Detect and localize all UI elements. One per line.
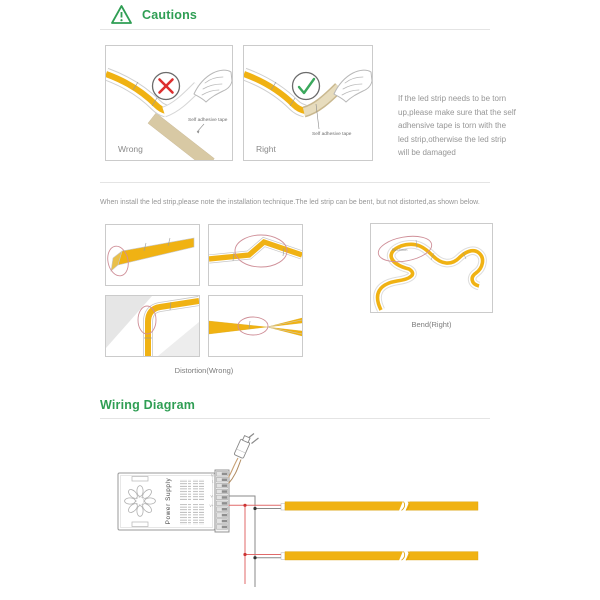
red-wire bbox=[229, 505, 246, 584]
bend-caption: Bend(Right) bbox=[411, 320, 452, 329]
dc-wires bbox=[229, 496, 285, 587]
vent-grille bbox=[193, 479, 204, 500]
note-line: led strip,otherwise the led strip bbox=[398, 134, 507, 144]
junction-dot bbox=[243, 553, 246, 556]
wrong-example-panel bbox=[105, 45, 233, 161]
wiring-diagram bbox=[100, 428, 500, 600]
distortion-twist-middle bbox=[209, 296, 302, 356]
power-supply-label: Power Supply bbox=[165, 477, 172, 525]
junction-dot bbox=[253, 556, 256, 559]
tape-label: Self adhesive tape bbox=[312, 132, 352, 137]
hand-illustration bbox=[334, 70, 372, 102]
wrong-illustration bbox=[106, 46, 232, 160]
right-illustration bbox=[244, 46, 372, 160]
note-line: If the led strip needs to be torn bbox=[398, 94, 507, 103]
distortion-panel-twist-middle bbox=[208, 295, 303, 357]
distortion-twist-end bbox=[106, 225, 199, 285]
callout-line bbox=[197, 124, 204, 132]
divider bbox=[100, 29, 490, 30]
terminal-label-vminus: V- bbox=[210, 494, 214, 499]
terminal-label-n: N bbox=[211, 473, 214, 478]
power-supply bbox=[118, 473, 215, 530]
led-strip-bar-2 bbox=[281, 551, 478, 560]
distortion-panel-twist-end bbox=[105, 224, 200, 286]
note-line: will be damaged bbox=[398, 148, 456, 158]
terminal-label-l: L bbox=[211, 479, 214, 484]
right-label: Right bbox=[256, 144, 276, 154]
vent-grille bbox=[180, 504, 191, 525]
wiring-title: Wiring Diagram bbox=[100, 398, 196, 412]
black-wire bbox=[229, 496, 256, 587]
wrong-label: Wrong bbox=[118, 144, 143, 154]
note-line: adhensive tape is torn with the bbox=[398, 121, 507, 131]
distortion-panel-corner bbox=[105, 295, 200, 357]
right-example-panel bbox=[243, 45, 373, 161]
wall-shade bbox=[158, 322, 199, 356]
vent-grille bbox=[180, 479, 191, 500]
tear-up-note bbox=[398, 92, 528, 160]
junction-dot bbox=[243, 504, 246, 507]
wiring-heading bbox=[100, 398, 195, 412]
divider bbox=[100, 418, 490, 419]
warning-triangle-icon bbox=[110, 4, 133, 25]
vent-grille bbox=[193, 504, 204, 525]
hand-illustration bbox=[194, 70, 232, 102]
distortion-kink bbox=[209, 225, 302, 285]
installation-instruction: When install the led strip,please note the installation technique.The led strip can be bent, but not distorted,as shown below. bbox=[100, 199, 480, 206]
divider bbox=[100, 182, 490, 183]
tape-label: Self adhesive tape bbox=[188, 118, 228, 123]
terminal-label-vplus: V+ bbox=[209, 503, 214, 508]
distortion-corner bbox=[106, 296, 199, 356]
bend-illustration bbox=[371, 224, 492, 312]
cautions-title: Cautions bbox=[142, 7, 198, 22]
power-plug bbox=[229, 434, 259, 484]
note-line: up,please make sure that the self bbox=[398, 107, 516, 117]
led-strip-bar-1 bbox=[281, 501, 478, 510]
cautions-heading bbox=[110, 4, 197, 25]
cross-icon bbox=[153, 73, 180, 100]
bend-radius-label: R≥10mm bbox=[392, 248, 408, 252]
junction-dot bbox=[253, 507, 256, 510]
ac-wire bbox=[229, 458, 239, 478]
check-icon bbox=[293, 73, 320, 100]
bend-panel bbox=[370, 223, 493, 313]
distortion-caption: Distortion(Wrong) bbox=[174, 366, 234, 375]
distortion-panel-kink bbox=[208, 224, 303, 286]
